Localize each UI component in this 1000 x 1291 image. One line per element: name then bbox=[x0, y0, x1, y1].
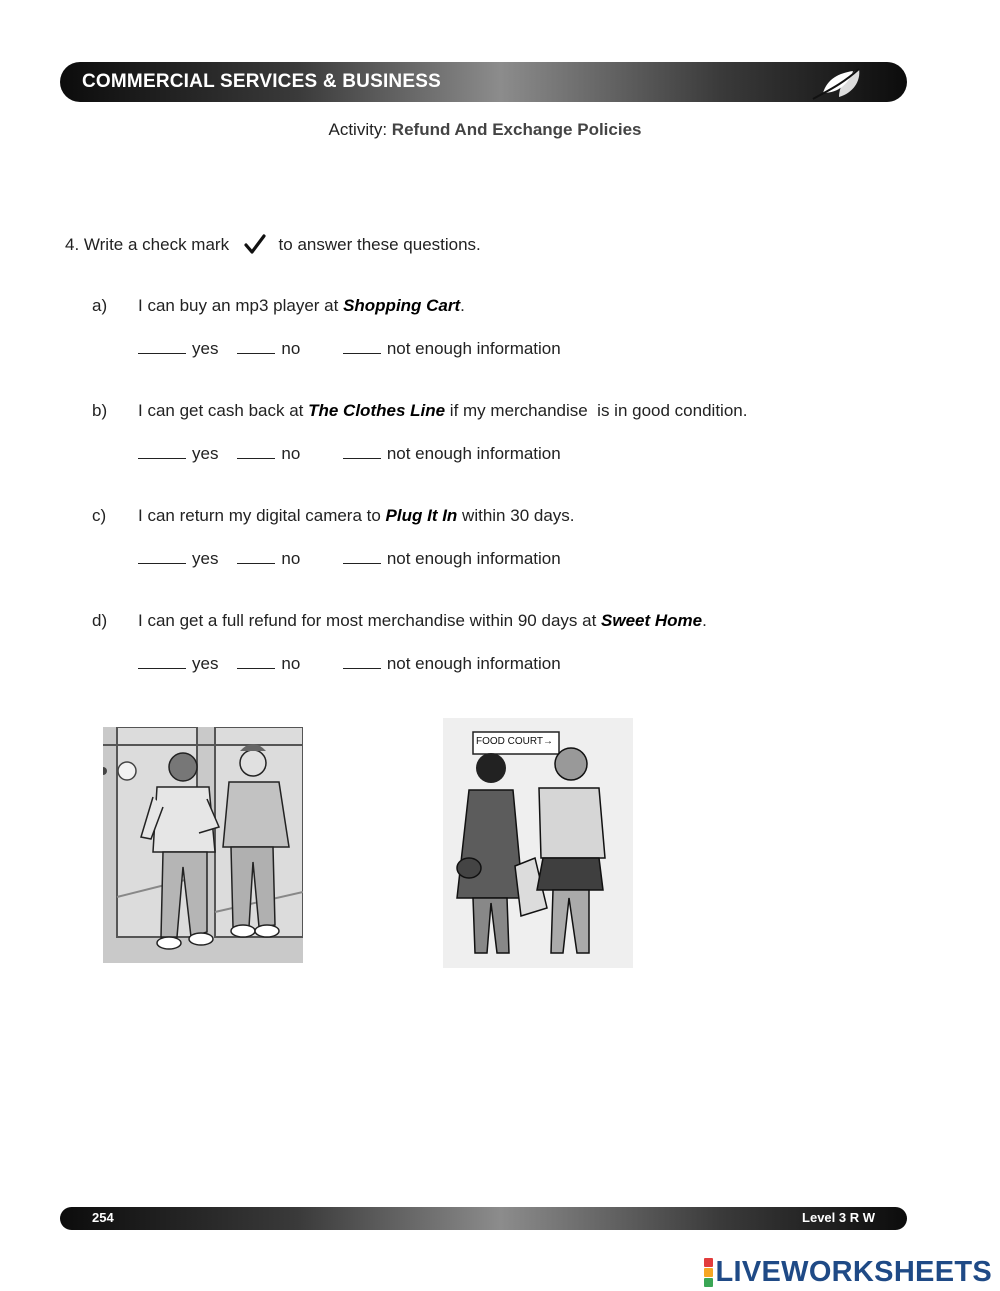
question-text-end: within 30 days. bbox=[457, 506, 575, 525]
check-mark-icon bbox=[244, 233, 266, 255]
logo-block-i bbox=[704, 1268, 713, 1277]
question-c bbox=[92, 506, 575, 526]
two-men-illustration bbox=[103, 727, 303, 963]
no-label: no bbox=[281, 654, 301, 673]
not-enough-information-blank[interactable] bbox=[343, 549, 381, 564]
activity-label: Activity: bbox=[328, 120, 388, 139]
question-letter: b) bbox=[92, 401, 108, 420]
question-text-end: . bbox=[702, 611, 707, 630]
food-court-sign: FOOD COURT→ bbox=[476, 736, 554, 747]
footer-bar bbox=[60, 1207, 907, 1230]
instruction-after: to answer these questions. bbox=[278, 235, 481, 254]
question-text: I can return my digital camera to bbox=[138, 506, 386, 525]
header-title: COMMERCIAL SERVICES & BUSINESS bbox=[82, 71, 441, 92]
answer-row-a bbox=[138, 339, 561, 359]
not-enough-information-label: not enough information bbox=[386, 444, 561, 463]
leaf-logo-icon bbox=[809, 63, 863, 103]
question-text: I can get a full refund for most merchandise within 90 days at bbox=[138, 611, 602, 630]
no-blank[interactable] bbox=[237, 339, 275, 354]
not-enough-information-blank[interactable] bbox=[343, 654, 381, 669]
no-blank[interactable] bbox=[237, 549, 275, 564]
yes-label: yes bbox=[192, 444, 219, 463]
yes-blank[interactable] bbox=[138, 654, 186, 669]
instruction bbox=[65, 233, 481, 255]
page-number: 254 bbox=[92, 1210, 114, 1225]
yes-blank[interactable] bbox=[138, 549, 186, 564]
question-a bbox=[92, 296, 465, 316]
activity-name: Refund And Exchange Policies bbox=[391, 120, 642, 139]
question-letter: a) bbox=[92, 296, 108, 315]
shoppers-illustration bbox=[443, 718, 633, 968]
level-label: Level 3 R W bbox=[802, 1210, 875, 1225]
no-label: no bbox=[281, 444, 301, 463]
question-text-end: if my merchandise is in good condition. bbox=[445, 401, 748, 420]
yes-label: yes bbox=[192, 654, 219, 673]
instruction-before: 4. Write a check mark bbox=[65, 235, 230, 254]
yes-label: yes bbox=[192, 549, 219, 568]
activity-heading bbox=[0, 120, 970, 140]
header-bar bbox=[60, 62, 907, 102]
liveworksheets-logo bbox=[704, 1256, 993, 1289]
question-d bbox=[92, 611, 707, 631]
yes-blank[interactable] bbox=[138, 339, 186, 354]
answer-row-d bbox=[138, 654, 561, 674]
yes-blank[interactable] bbox=[138, 444, 186, 459]
store-name: Sweet Home bbox=[601, 611, 703, 630]
brand-word: LIVEWORKSHEETS bbox=[715, 1256, 992, 1288]
store-name: Shopping Cart bbox=[343, 296, 461, 315]
question-letter: d) bbox=[92, 611, 108, 630]
shoppers-drawing bbox=[443, 718, 633, 968]
question-text: I can get cash back at bbox=[138, 401, 309, 420]
no-label: no bbox=[281, 339, 301, 358]
question-letter: c) bbox=[92, 506, 107, 525]
no-blank[interactable] bbox=[237, 444, 275, 459]
no-label: no bbox=[281, 549, 301, 568]
question-text-end: . bbox=[460, 296, 465, 315]
not-enough-information-label: not enough information bbox=[386, 339, 561, 358]
question-text: I can buy an mp3 player at bbox=[138, 296, 344, 315]
yes-label: yes bbox=[192, 339, 219, 358]
logo-blocks-icon bbox=[704, 1258, 713, 1287]
logo-block-v bbox=[704, 1278, 713, 1287]
no-blank[interactable] bbox=[237, 654, 275, 669]
answer-row-c bbox=[138, 549, 561, 569]
store-name: The Clothes Line bbox=[308, 401, 446, 420]
not-enough-information-label: not enough information bbox=[386, 654, 561, 673]
not-enough-information-label: not enough information bbox=[386, 549, 561, 568]
not-enough-information-blank[interactable] bbox=[343, 444, 381, 459]
question-b bbox=[92, 401, 747, 421]
not-enough-information-blank[interactable] bbox=[343, 339, 381, 354]
answer-row-b bbox=[138, 444, 561, 464]
store-name: Plug It In bbox=[385, 506, 458, 525]
logo-block-l bbox=[704, 1258, 713, 1267]
